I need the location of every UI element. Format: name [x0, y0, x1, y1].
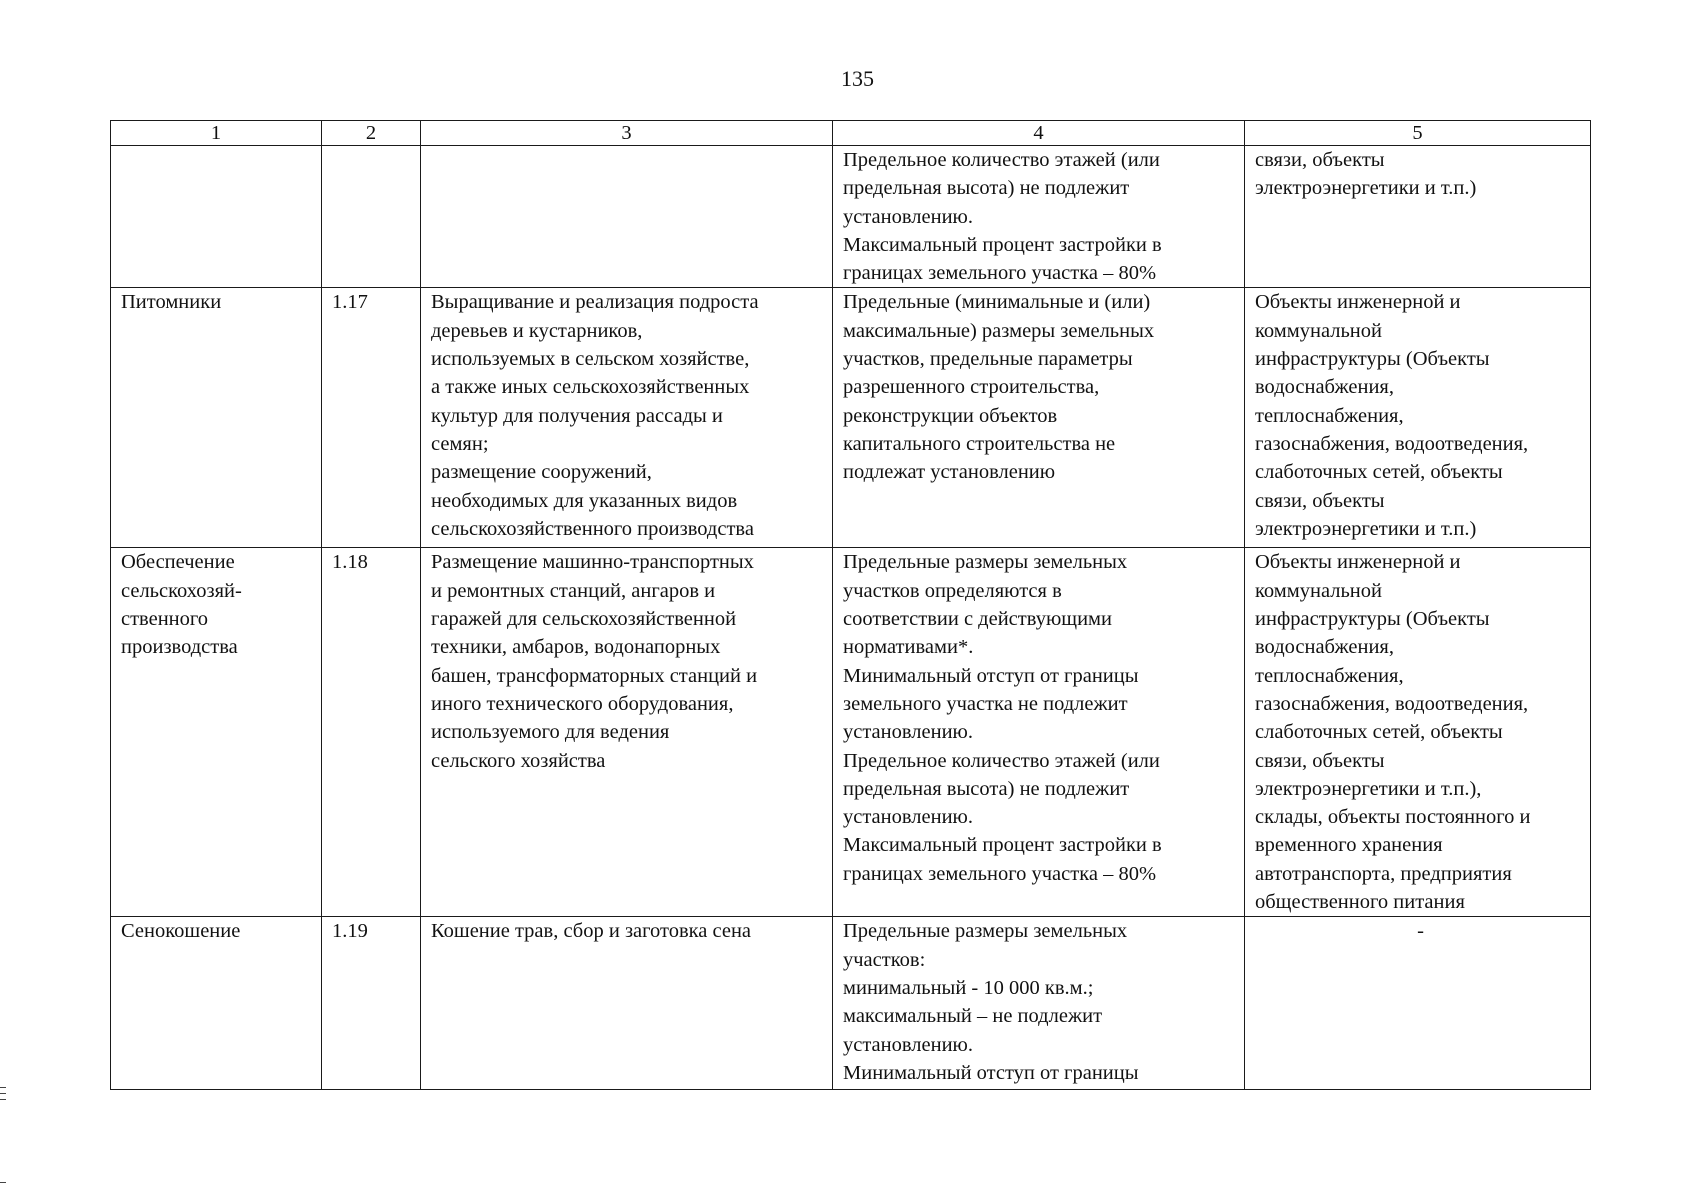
header-cell-3: 3 — [421, 121, 833, 146]
table-row — [111, 146, 1591, 288]
use-type-parameters: Предельные размеры земельных участков: минимальный - 10 000 кв.м.; максимальный – не подлежит установлению. Минимальный отступ от границы — [833, 917, 1245, 1090]
use-type-code — [322, 146, 421, 288]
table-row — [111, 288, 1591, 548]
land-use-table — [110, 120, 1591, 1090]
use-type-auxiliary: - — [1245, 917, 1591, 1090]
use-type-name: Питомники — [111, 288, 322, 548]
use-type-description: Размещение машинно-транспортных и ремонтных станций, ангаров и гаражей для сельскохозяйственной техники, амбаров, водонапорных башен, трансформаторных станций и иного технического оборудования, используемого для ведения сельского хозяйства — [421, 548, 833, 917]
use-type-description: Выращивание и реализация подроста деревьев и кустарников, используемых в сельском хозяйстве, а также иных сельскохозяйственных культур для получения рассады и семян; размещение сооружений, необходимых для указанных видов сельскохозяйственного производства — [421, 288, 833, 548]
scan-margin-mark — [0, 1099, 6, 1100]
scan-margin-mark — [0, 1182, 6, 1183]
header-cell-4: 4 — [833, 121, 1245, 146]
use-type-name — [111, 146, 322, 288]
use-type-code: 1.17 — [322, 288, 421, 548]
table-row — [111, 917, 1591, 1090]
scan-margin-mark — [0, 1093, 6, 1094]
use-type-parameters: Предельные размеры земельных участков определяются в соответствии с действующими нормативами*. Минимальный отступ от границы земельного участка не подлежит установлению. Предельное количество этажей (или предельная высота) не подлежит установлению. Максимальный процент застройки в границах земельного участка – 80% — [833, 548, 1245, 917]
use-type-name: Обеспечение сельскохозяй- ственного производства — [111, 548, 322, 917]
use-type-parameters: Предельное количество этажей (или предельная высота) не подлежит установлению. Максимальный процент застройки в границах земельного участка – 80% — [833, 146, 1245, 288]
use-type-parameters: Предельные (минимальные и (или) максимальные) размеры земельных участков, предельные параметры разрешенного строительства, реконструкции объектов капитального строительства не подлежат установлению — [833, 288, 1245, 548]
page-number: 135 — [841, 66, 874, 91]
table-row — [111, 548, 1591, 917]
use-type-code: 1.18 — [322, 548, 421, 917]
use-type-code: 1.19 — [322, 917, 421, 1090]
header-cell-5: 5 — [1245, 121, 1591, 146]
header-cell-1: 1 — [111, 121, 322, 146]
table-header-row — [111, 121, 1591, 146]
use-type-auxiliary: Объекты инженерной и коммунальной инфраструктуры (Объекты водоснабжения, теплоснабжения, газоснабжения, водоотведения, слаботочных сетей, объекты связи, объекты электроэнергетики и т.п.), склады, объекты постоянного и временного хранения автотранспорта, предприятия общественного питания — [1245, 548, 1591, 917]
scan-margin-mark — [0, 1087, 6, 1088]
use-type-auxiliary: связи, объекты электроэнергетики и т.п.) — [1245, 146, 1591, 288]
use-type-description — [421, 146, 833, 288]
header-cell-2: 2 — [322, 121, 421, 146]
use-type-auxiliary: Объекты инженерной и коммунальной инфраструктуры (Объекты водоснабжения, теплоснабжения, газоснабжения, водоотведения, слаботочных сетей, объекты связи, объекты электроэнергетики и т.п.) — [1245, 288, 1591, 548]
use-type-name: Сенокошение — [111, 917, 322, 1090]
use-type-description: Кошение трав, сбор и заготовка сена — [421, 917, 833, 1090]
